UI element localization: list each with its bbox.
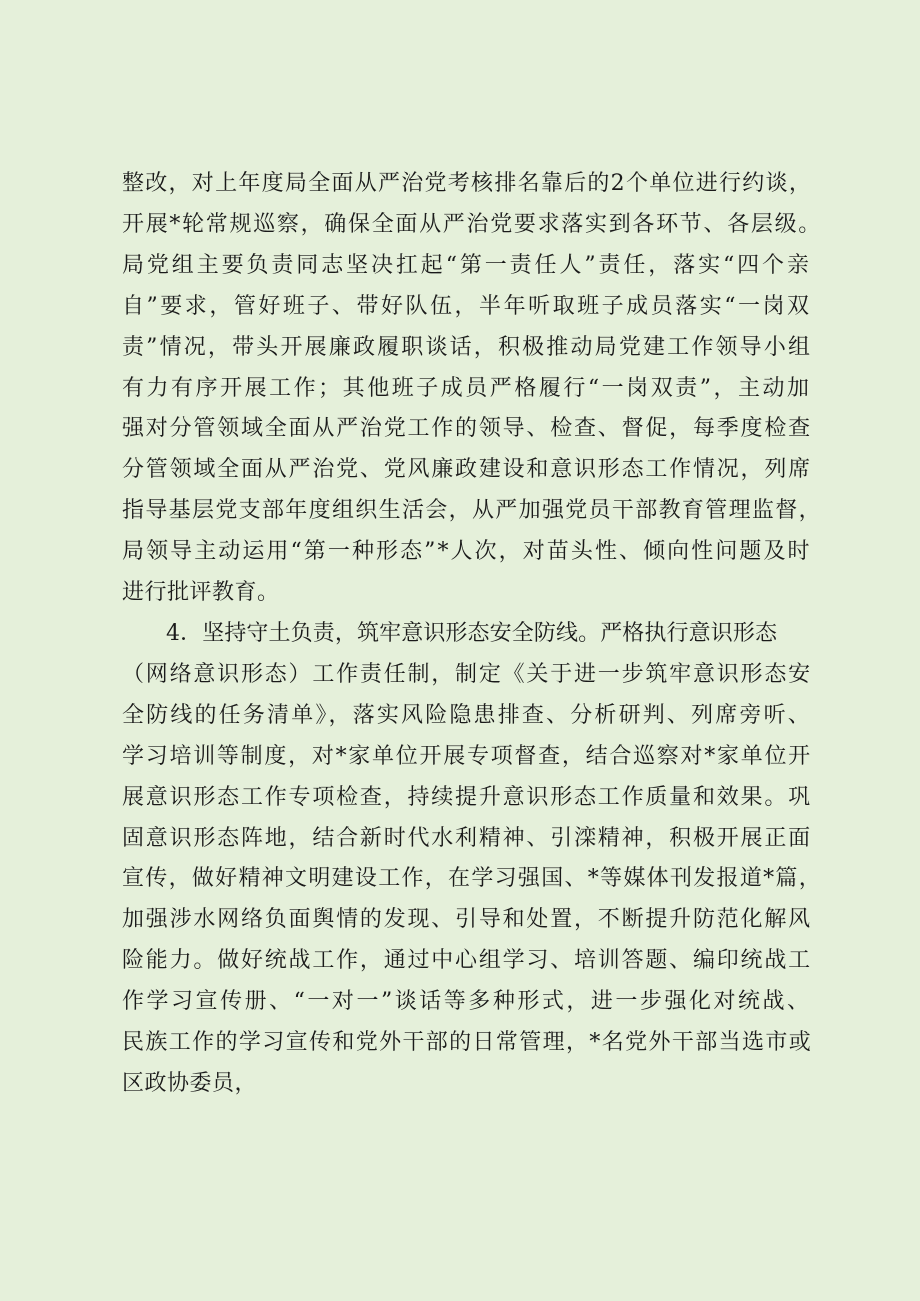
- text-line: 作学习宣传册、“一对一”谈话等多种形式，进一步强化对统战、: [122, 989, 812, 1014]
- text-line: 有力有序开展工作；其他班子成员严格履行“一岗双责”，主动加: [122, 376, 812, 401]
- text-line: 宣传，做好精神文明建设工作，在学习强国、*等媒体刊发报道*篇，: [122, 866, 822, 891]
- text-line: 开展*轮常规巡察，确保全面从严治党要求落实到各环节、各层级。: [122, 212, 823, 237]
- text-line: 展意识形态工作专项检查，持续提升意识形态工作质量和效果。巩: [122, 785, 812, 810]
- text-line: 区政协委员，: [122, 1071, 258, 1096]
- text-line: 分管领域全面从严治党、党风廉政建设和意识形态工作情况，列席: [122, 457, 812, 482]
- text-line: 进行批评教育。: [122, 580, 280, 605]
- text-line: （网络意识形态）工作责任制，制定《关于进一步筑牢意识形态安: [122, 662, 812, 687]
- text-line: 责”情况，带头开展廉政履职谈话，积极推动局党建工作领导小组: [122, 335, 813, 360]
- text-line: 民族工作的学习宣传和党外干部的日常管理，*名党外干部当选市或: [122, 1030, 813, 1055]
- text-line: 固意识形态阵地，结合新时代水利精神、引滦精神，积极开展正面: [122, 826, 812, 851]
- text-line: 局党组主要负责同志坚决扛起“第一责任人”责任，落实“四个亲: [122, 253, 812, 278]
- text-line: 4．坚持守土负责，筑牢意识形态安全防线。严格执行意识形态: [166, 621, 778, 646]
- text-line: 局领导主动运用“第一种形态”*人次，对苗头性、倾向性问题及时: [122, 539, 812, 564]
- text-line: 加强涉水网络负面舆情的发现、引导和处置，不断提升防范化解风: [122, 907, 812, 932]
- text-line: 自”要求，管好班子、带好队伍，半年听取班子成员落实“一岗双: [122, 294, 812, 319]
- text-line: 险能力。做好统战工作，通过中心组学习、培训答题、编印统战工: [122, 948, 812, 973]
- text-line: 强对分管领域全面从严治党工作的领导、检查、督促，每季度检查: [122, 416, 812, 441]
- text-line: 全防线的任务清单》，落实风险隐患排查、分析研判、列席旁听、: [122, 703, 812, 728]
- text-line: 指导基层党支部年度组织生活会，从严加强党员干部教育管理监督，: [122, 498, 822, 523]
- text-line: 学习培训等制度，对*家单位开展专项督查，结合巡察对*家单位开: [122, 744, 812, 769]
- text-line: 整改，对上年度局全面从严治党考核排名靠后的2个单位进行约谈，: [122, 171, 813, 196]
